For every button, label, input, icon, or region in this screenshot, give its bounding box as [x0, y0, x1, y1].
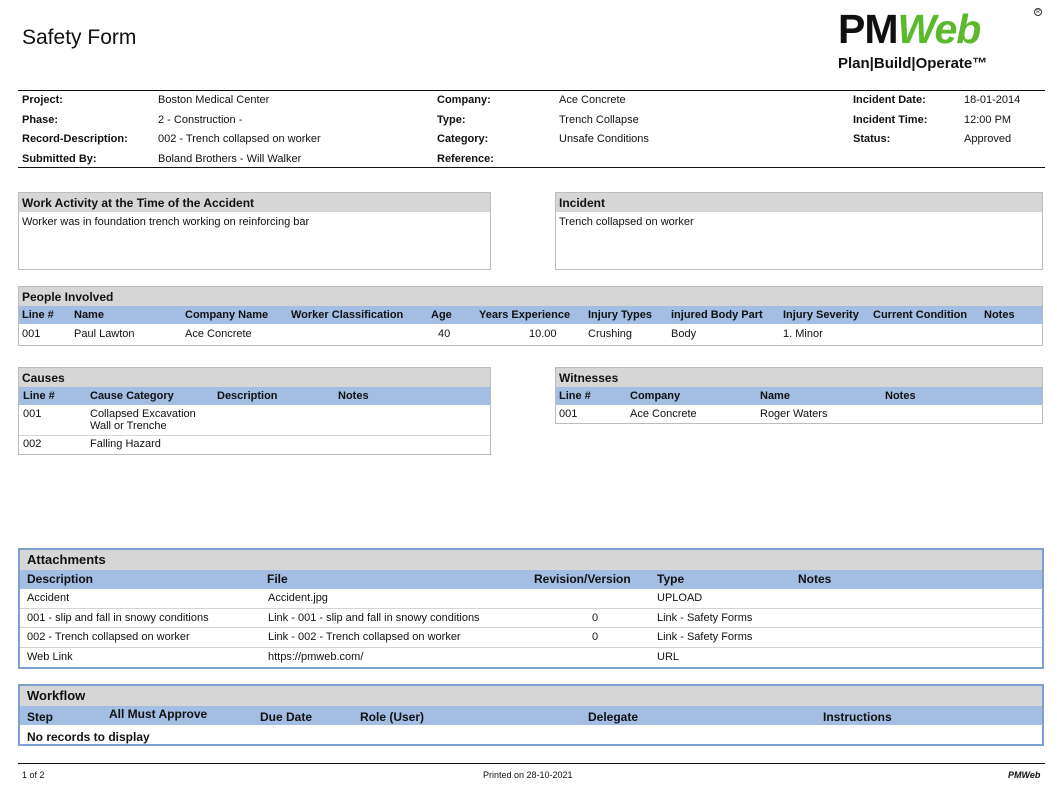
- page-number: 1 of 2: [22, 770, 45, 780]
- causes-panel: [18, 367, 491, 455]
- witnesses-table-header: Line # Company Name Notes: [556, 387, 1042, 405]
- table-row: 001 Ace Concrete Roger Waters: [559, 408, 828, 420]
- table-row: 001 Paul Lawton Ace Concrete 40 10.00 Crushing Body 1. Minor: [22, 328, 823, 340]
- pmweb-logo: PMWeb R Plan|Build|Operate™: [838, 6, 1048, 76]
- workflow-empty-row: No records to display: [27, 730, 150, 744]
- incident-text: Trench collapsed on worker: [559, 216, 694, 228]
- witnesses-title: Witnesses: [556, 368, 1042, 387]
- attachment-file-link[interactable]: Accident.jpg: [268, 592, 328, 604]
- record-label: Record-Description:: [22, 133, 128, 145]
- category-label: Category:: [437, 133, 489, 145]
- project-label: Project:: [22, 94, 63, 106]
- record-header: [18, 90, 1045, 168]
- project-value: Boston Medical Center: [158, 94, 270, 106]
- page-title: Safety Form: [22, 26, 137, 49]
- attachment-file-link[interactable]: https://pmweb.com/: [268, 651, 364, 663]
- attachments-table-header: Description File Revision/Version Type Notes: [20, 570, 1042, 589]
- incident-title: Incident: [556, 193, 1042, 212]
- work-activity-panel: [18, 192, 491, 270]
- table-row: Web Link https://pmweb.com/ URL: [27, 651, 680, 663]
- submitted-label: Submitted By:: [22, 153, 97, 165]
- status-label: Status:: [853, 133, 891, 145]
- phase-label: Phase:: [22, 114, 59, 126]
- table-row: 001 Collapsed Excavation Wall or Trenche: [19, 406, 490, 436]
- attachments-title: Attachments: [20, 550, 1042, 570]
- workflow-title: Workflow: [20, 686, 1042, 706]
- people-involved-title: People Involved: [19, 287, 1042, 306]
- company-value: Ace Concrete: [559, 94, 626, 106]
- incident-time-label: Incident Time:: [853, 114, 928, 126]
- type-label: Type:: [437, 114, 466, 126]
- attachment-file-link[interactable]: Link - 002 - Trench collapsed on worker: [268, 631, 461, 643]
- attachment-file-link[interactable]: Link - 001 - slip and fall in snowy conditions: [268, 612, 480, 624]
- footer-divider: [18, 763, 1045, 764]
- witnesses-panel: [555, 367, 1043, 424]
- table-row: Accident Accident.jpg UPLOAD: [20, 589, 1042, 609]
- phase-value: 2 - Construction -: [158, 114, 243, 126]
- incident-date-value: 18-01-2014: [964, 94, 1021, 106]
- type-value: Trench Collapse: [559, 114, 639, 126]
- submitted-value: Boland Brothers - Will Walker: [158, 153, 302, 165]
- table-row: 001 - slip and fall in snowy conditions Link - 001 - slip and fall in snowy conditions 0 Link - Safety Forms: [20, 609, 1042, 628]
- incident-panel: [555, 192, 1043, 270]
- work-activity-text: Worker was in foundation trench working on reinforcing bar: [22, 216, 310, 228]
- printed-date: Printed on 28-10-2021: [483, 770, 573, 780]
- company-label: Company:: [437, 94, 491, 106]
- people-involved-panel: [18, 286, 1043, 346]
- work-activity-title: Work Activity at the Time of the Accident: [19, 193, 490, 212]
- workflow-table-header: Step All Must Approve Due Date Role (User) Delegate Instructions: [20, 706, 1042, 725]
- status-value: Approved: [964, 133, 1012, 145]
- footer-brand: PMWeb: [1008, 770, 1041, 780]
- incident-time-value: 12:00 PM: [964, 114, 1012, 126]
- causes-table-header: Line # Cause Category Description Notes: [19, 387, 490, 405]
- category-value: Unsafe Conditions: [559, 133, 649, 145]
- record-value: 002 - Trench collapsed on worker: [158, 133, 321, 145]
- incident-date-label: Incident Date:: [853, 94, 926, 106]
- attachments-panel: [18, 548, 1044, 669]
- causes-title: Causes: [19, 368, 490, 387]
- people-table-header: Line # Name Company Name Worker Classification Age Years Experience Injury Types injured Body Part Injury Severity Current Condition Notes: [19, 306, 1042, 324]
- reference-label: Reference:: [437, 153, 494, 165]
- workflow-panel: [18, 684, 1044, 746]
- table-row: 002 Falling Hazard: [23, 438, 161, 450]
- table-row: 002 - Trench collapsed on worker Link - 002 - Trench collapsed on worker 0 Link - Safety Forms: [20, 628, 1042, 648]
